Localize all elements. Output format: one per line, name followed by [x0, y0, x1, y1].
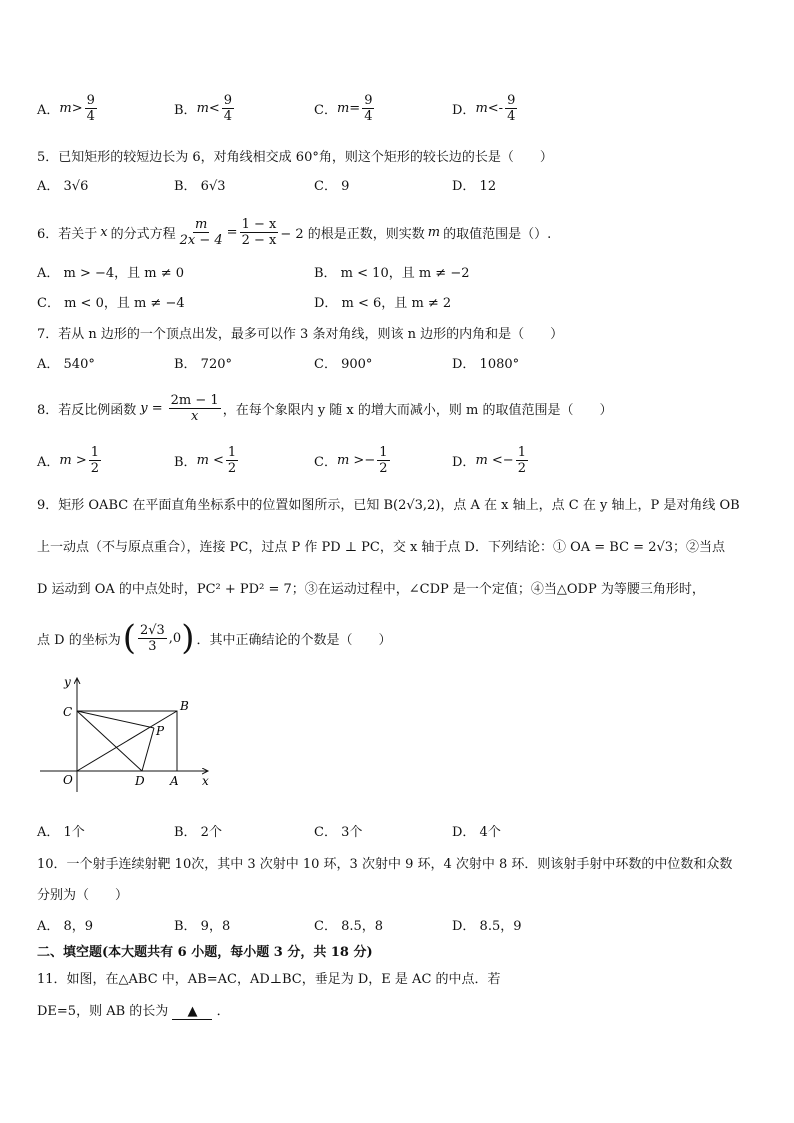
q8-option-b[interactable]: B． m < $\frac{1}{2}$: [174, 444, 237, 476]
fraction: $\frac{1}{2}$: [227, 444, 237, 476]
q5-option-b[interactable]: B． 6√3: [174, 178, 226, 194]
q10-line-2: 分别为（ ）: [37, 888, 129, 903]
q5-stem: 5．已知矩形的较短边长为 6，对角线相交成 60°角，则这个矩形的较长边的长是（ ）: [37, 150, 553, 165]
fraction: $\frac{1}{2}$: [379, 444, 388, 476]
q9-line-2: 上一动点（不与原点重合），连接 PC，过点 P 作 PD ⊥ PC，交 x 轴于点 D．下列结论：① OA = BC = 2√3；②当点: [37, 540, 726, 555]
q9-option-c[interactable]: C． 3个: [314, 824, 363, 840]
q4-option-b[interactable]: B． m < $\frac{9}{4}$: [174, 92, 233, 124]
section-heading: 二、填空题(本大题共有 6 小题，每小题 3 分，共 18 分): [37, 945, 373, 960]
q7-option-a[interactable]: A． 540°: [37, 356, 95, 372]
fraction: $\frac{9}{4}$: [364, 92, 373, 124]
q9-line-4: 点 D 的坐标为 ( $\frac{2√3}{3}$ ,0 ) ．其中正确结论的个数是（ ）: [37, 618, 392, 658]
fraction: $\frac{9}{4}$: [223, 92, 233, 124]
q11-line-2: DE=5，则 AB 的长为 ▲ ．: [37, 1004, 230, 1019]
q9-rectangle-figure: [36, 674, 216, 794]
q10-options: [37, 912, 757, 936]
q4-option-d[interactable]: D． m < - $\frac{9}{4}$: [452, 92, 516, 124]
segment-pc: [77, 711, 154, 728]
q9-line-3: D 运动到 OA 的中点处时，PC² + PD² = 7；③在运动过程中，∠CDP 是一个定值；④当△ODP 为等腰三角形时，: [37, 582, 705, 597]
q7-options: [37, 350, 757, 374]
q7-stem: 7．若从 n 边形的一个顶点出发，最多可以作 3 条对角线，则该 n 边形的内角和是（ ）: [37, 327, 564, 342]
q8-option-d[interactable]: D． m < − $\frac{1}{2}$: [452, 444, 526, 476]
segment-cd: [77, 711, 142, 771]
q5-options: [37, 172, 757, 196]
q9-option-d[interactable]: D． 4个: [452, 824, 501, 840]
q6-option-b[interactable]: B． m < 10，且 m ≠ −2: [314, 266, 470, 281]
q10-option-d[interactable]: D． 8.5，9: [452, 918, 522, 934]
q4-options: [37, 88, 757, 128]
label-o: O: [63, 773, 73, 787]
label-x: x: [202, 774, 209, 788]
fraction: $\frac{2m - 1}{x}$: [170, 392, 219, 424]
label-p: P: [156, 724, 165, 738]
q7-option-b[interactable]: B． 720°: [174, 356, 232, 372]
q9-line-1: 9．矩形 OABC 在平面直角坐标系中的位置如图所示，已知 B(2√3,2)，点 A 在 x 轴上，点 C 在 y 轴上，P 是对角线 OB: [37, 498, 740, 513]
q10-line-1: 10．一个射手连续射靶 10次，其中 3 次射中 10 环，3 次射中 9 环，4 次射中 8 环．则该射手射中环数的中位数和众数: [37, 857, 733, 872]
q11-line-1: 11．如图，在△ABC 中，AB=AC，AD⊥BC，垂足为 D，E 是 AC 的中点．若: [37, 972, 501, 987]
q8-option-a[interactable]: A． m > $\frac{1}{2}$: [37, 444, 100, 476]
fraction: $\frac{9}{4}$: [507, 92, 516, 124]
q6-option-c[interactable]: C． m < 0，且 m ≠ −4: [37, 296, 185, 311]
fraction: $\frac{1}{2}$: [90, 444, 100, 476]
fraction: $\frac{m}{2x - 4}$: [179, 216, 223, 248]
label-a: A: [170, 774, 179, 788]
fraction: $\frac{9}{4}$: [86, 92, 95, 124]
q6-stem: 6．若关于 x 的分式方程 $\frac{m}{2x - 4}$ = $\frac{1 - x}{2 - x}$ − 2 的根是正数，则实数 m 的取值范围是（）.: [37, 216, 552, 248]
q10-option-a[interactable]: A． 8，9: [37, 918, 94, 934]
label-d: D: [135, 774, 145, 788]
fraction: $\frac{2√3}{3}$: [139, 622, 165, 654]
q9-options: [37, 818, 757, 842]
q6-option-d[interactable]: D． m < 6，且 m ≠ 2: [314, 296, 452, 311]
label-c: C: [63, 705, 73, 719]
q8-options: [37, 440, 757, 480]
q5-option-c[interactable]: C． 9: [314, 178, 350, 194]
fraction: $\frac{1}{2}$: [517, 444, 526, 476]
q7-option-d[interactable]: D． 1080°: [452, 356, 520, 372]
q10-option-b[interactable]: B． 9，8: [174, 918, 231, 934]
q5-option-d[interactable]: D． 12: [452, 178, 497, 194]
q8-stem: 8．若反比例函数 y = $\frac{2m - 1}{x}$ ，在每个象限内 y 随 x 的增大而减小，则 m 的取值范围是（ ）: [37, 392, 613, 424]
q4-option-c[interactable]: C． m = $\frac{9}{4}$: [314, 92, 373, 124]
q9-option-b[interactable]: B． 2个: [174, 824, 222, 840]
q4-option-a[interactable]: A． m > $\frac{9}{4}$: [37, 92, 95, 124]
segment-pd: [142, 728, 154, 771]
q10-option-c[interactable]: C． 8.5，8: [314, 918, 384, 934]
q7-option-c[interactable]: C． 900°: [314, 356, 373, 372]
label-y: y: [64, 675, 71, 689]
q5-option-a[interactable]: A． 3√6: [37, 178, 89, 194]
label-b: B: [180, 699, 189, 713]
q9-option-a[interactable]: A． 1个: [37, 824, 85, 840]
q8-option-c[interactable]: C． m > − $\frac{1}{2}$: [314, 444, 388, 476]
diagonal-ob: [77, 711, 177, 771]
answer-blank[interactable]: ▲: [172, 1004, 212, 1020]
fraction: $\frac{1 - x}{2 - x}$: [241, 216, 277, 248]
q6-option-a[interactable]: A． m > −4，且 m ≠ 0: [37, 266, 185, 281]
